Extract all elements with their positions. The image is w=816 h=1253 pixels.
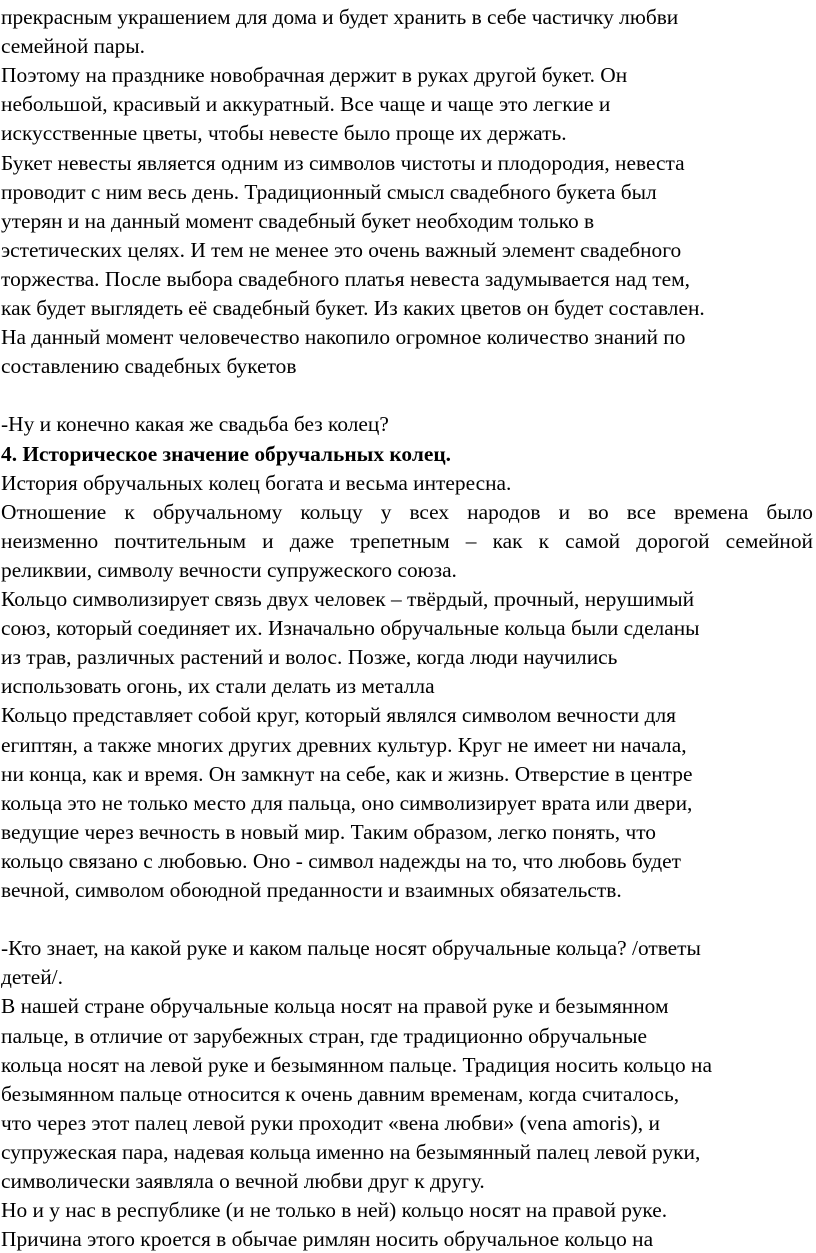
text-line: Букет невесты является одним из символов чистоты и плодородия, невеста	[1, 150, 685, 175]
text-line: утерян и на данный момент свадебный букет необходим только в	[1, 208, 595, 233]
text-line: -Кто знает, на какой руке и каком пальце носят обручальные кольца? /ответы	[1, 936, 701, 961]
text-line: -Ну и конечно какая же свадьба без колец?	[1, 412, 389, 437]
text-line: кольцо связано с любовью. Оно - символ надежды на то, что любовь будет	[1, 848, 681, 873]
text-line: Кольцо представляет собой круг, который являлся символом вечности для	[1, 703, 676, 728]
text-line: безымянном пальце относится к очень давним временам, когда считалось,	[1, 1081, 680, 1106]
text-line: супружеская пара, надевая кольца именно на безымянный палец левой руки,	[1, 1139, 701, 1164]
text-line: прекрасным украшением для дома и будет хранить в себе частичку любви	[1, 5, 679, 29]
text-line: союз, который соединяет их. Изначально обручальные кольца были сделаны	[1, 616, 700, 641]
text-line: История обручальных колец богата и весьма интересна.	[1, 470, 512, 495]
text-line: из трав, различных растений и волос. Позже, когда люди научились	[1, 645, 618, 670]
text-line: проводит с ним весь день. Традиционный смысл свадебного букета был	[1, 179, 657, 204]
text-line: ни конца, как и время. Он замкнут на себе, как и жизнь. Отверстие в центре	[1, 761, 693, 786]
text-line: пальце, в отличие от зарубежных стран, где традиционно обручальные	[1, 1023, 648, 1048]
text-line: ведущие через вечность в новый мир. Таким образом, легко понять, что	[1, 819, 656, 844]
text-line: Поэтому на празднике новобрачная держит в руках другой букет. Он	[1, 63, 628, 88]
text-line: неизменно почтительным и даже трепетным – как к самой дорогой семейной	[1, 528, 813, 553]
text-line: египтян, а также многих других древних культур. Круг не имеет ни начала,	[1, 732, 687, 757]
text-line: Кольцо символизирует связь двух человек – твёрдый, прочный, нерушимый	[1, 587, 695, 611]
text-line: вечной, символом обоюдной преданности и взаимных обязательств.	[1, 878, 622, 902]
text-line: символически заявляла о вечной любви друг к другу.	[1, 1169, 485, 1193]
text-line: детей/.	[1, 965, 63, 990]
text-line: кольца это не только место для пальца, оно символизирует врата или двери,	[1, 790, 693, 815]
text-line: В нашей стране обручальные кольца носят на правой руке и безымянном	[1, 994, 669, 1019]
text-line: торжества. После выбора свадебного платья невеста задумывается над тем,	[1, 266, 690, 291]
text-line: составлению свадебных букетов	[1, 354, 297, 379]
text-line: Отношение к обручальному кольцу у всех народов и во все времена было	[1, 499, 813, 524]
text-line: кольца носят на левой руке и безымянном пальце. Традиция носить кольцо на	[1, 1052, 712, 1077]
text-line: что через этот палец левой руки проходит «вена любви» (vena amoris), и	[1, 1110, 660, 1135]
text-line: Причина этого кроется в обычае римлян носить обручальное кольцо на	[1, 1227, 654, 1252]
text-line: На данный момент человечество накопило огромное количество знаний по	[1, 325, 686, 350]
text-line: эстетических целях. И тем не менее это очень важный элемент свадебного	[1, 237, 682, 262]
text-line: использовать огонь, их стали делать из металла	[1, 674, 435, 699]
text-line: реликвии, символу вечности супружеского союза.	[1, 557, 457, 582]
text-line: небольшой, красивый и аккуратный. Все чаще и чаще это легкие и	[1, 92, 611, 117]
text-line: как будет выглядеть её свадебный букет. Из каких цветов он будет составлен.	[1, 296, 705, 320]
text-line: искусственные цветы, чтобы невесте было проще их держать.	[1, 121, 567, 146]
section-heading: 4. Историческое значение обручальных колец.	[1, 441, 452, 466]
text-line: Но и у нас в республике (и не только в ней) кольцо носят на правой руке.	[1, 1198, 668, 1223]
text-line: семейной пары.	[1, 34, 146, 59]
